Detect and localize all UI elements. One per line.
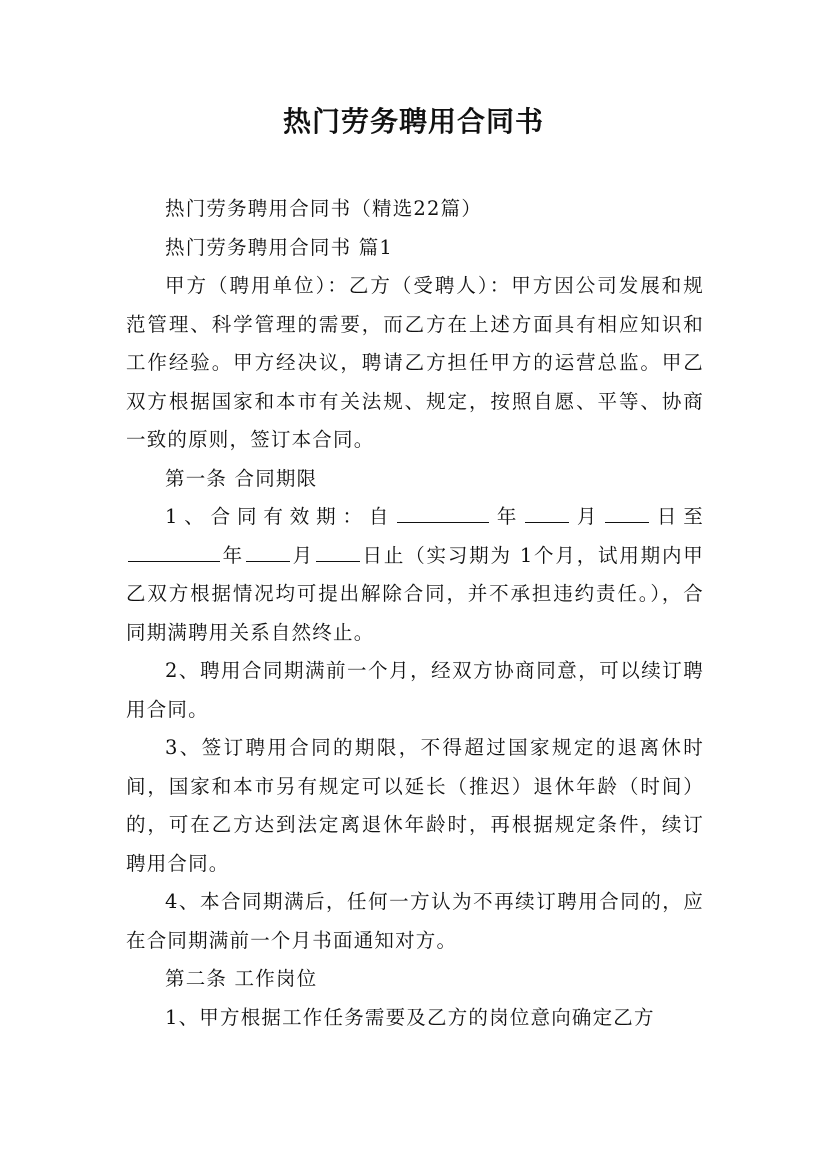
month-blank <box>246 541 290 562</box>
clause-paragraph <box>126 498 704 652</box>
section-heading: 热门劳务聘用合同书 篇1 <box>165 235 394 259</box>
year-blank <box>397 503 489 524</box>
preamble-paragraph: 甲方（聘用单位）：乙方（受聘人）：甲方因公司发展和规范管理、科学管理的需要，而乙方在上述方面具有相应知识和工作经验。甲方经决议，聘请乙方担任甲方的运营总监。甲乙双方根据国家和本市有关法规、规定，按照自愿、平等、协商一致的原则，签订本合同。 <box>126 274 704 451</box>
clause-suffix: （实习期为 1个月，试用期内甲乙双方根据情况均可提出解除合同，并不承担违约责任。），合同期满聘用关系自然终止。 <box>126 543 705 644</box>
day-blank <box>605 503 649 524</box>
clause-paragraph: 1、甲方根据工作任务需要及乙方的岗位意向确定乙方 <box>165 1005 655 1029</box>
clause-prefix: 1、合同有效期：自 <box>165 505 396 528</box>
clause-paragraph: 4、本合同期满后，任何一方认为不再续订聘用合同的，应在合同期满前一个月书面通知对方。 <box>126 890 704 952</box>
clause-paragraph: 3、签订聘用合同的期限，不得超过国家规定的退离休时间，国家和本市另有规定可以延长（推迟）退休年龄（时间）的，可在乙方达到法定离退休年龄时，再根据规定条件，续订聘用合同。 <box>126 736 704 875</box>
month-label: 月 <box>291 543 314 567</box>
document-title: 热门劳务聘用合同书 <box>282 105 544 138</box>
subtitle-paragraph: 热门劳务聘用合同书（精选22篇） <box>165 197 483 220</box>
year-label: 年 <box>222 543 244 567</box>
article-heading: 第一条 合同期限 <box>165 466 318 490</box>
day-blank <box>316 541 360 562</box>
year-blank <box>128 541 220 562</box>
day-label: 日至 <box>651 505 704 528</box>
clause-paragraph: 2、聘用合同期满前一个月，经双方协商同意，可以续订聘用合同。 <box>126 659 704 721</box>
month-label: 月 <box>571 505 604 528</box>
month-blank <box>525 503 569 524</box>
year-label: 年 <box>491 505 524 528</box>
document-body <box>126 190 704 1037</box>
article-heading: 第二条 工作岗位 <box>165 967 318 990</box>
day-label: 日止 <box>361 543 406 567</box>
